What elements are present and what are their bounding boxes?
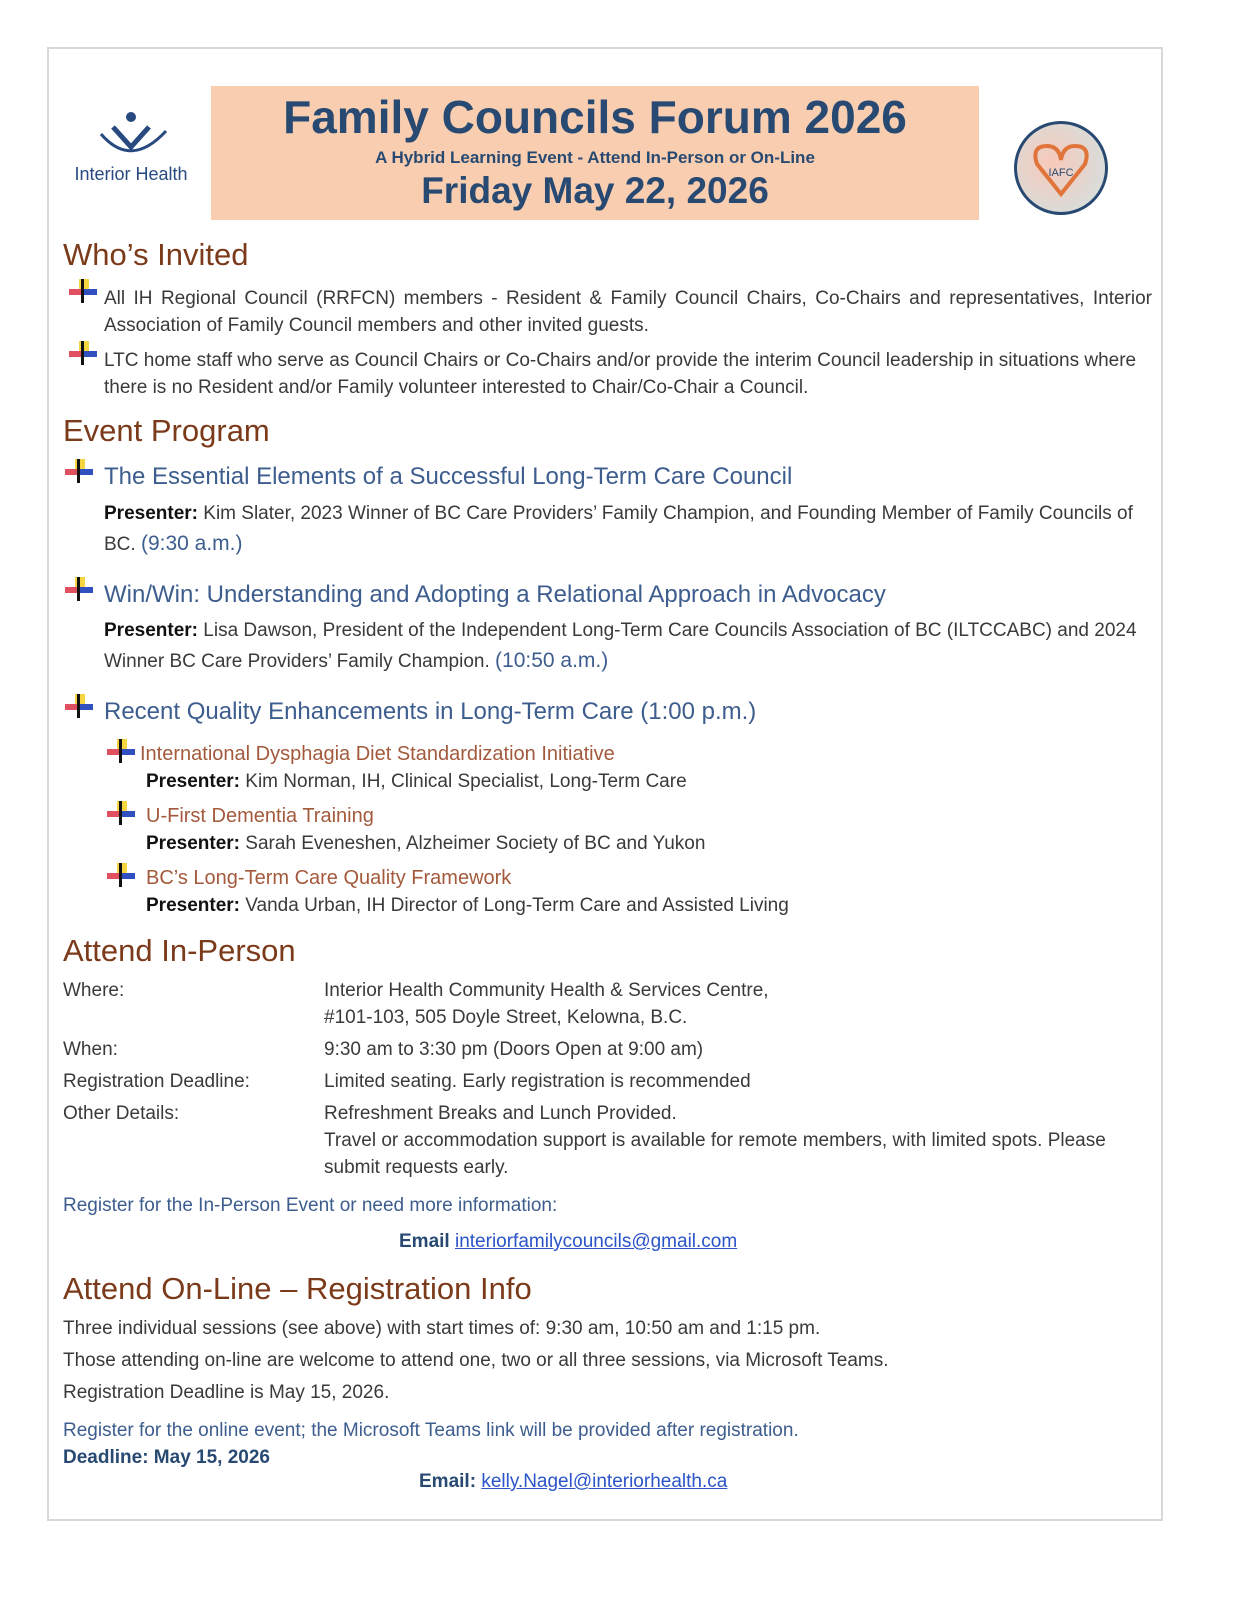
detail-value: Refreshment Breaks and Lunch Provided. Travel or accommodation support is available for remote members, with limited spots. Please submit requests early. bbox=[324, 1103, 1106, 1178]
online-deadline: Deadline: May 15, 2026 bbox=[63, 1447, 270, 1468]
ih-logo-text: Interior Health bbox=[74, 164, 188, 184]
bullet-cross-icon bbox=[107, 863, 135, 889]
online-heading: Attend On-Line – Registration Info bbox=[63, 1271, 532, 1306]
iafc-logo bbox=[1014, 121, 1108, 215]
invited-heading: Who’s Invited bbox=[63, 237, 249, 272]
program-heading: Event Program bbox=[63, 413, 270, 448]
topic-title: Win/Win: Understanding and Adopting a Relational Approach in Advocacy bbox=[104, 581, 886, 608]
subtopic-presenter: Presenter: Kim Norman, IH, Clinical Specialist, Long-Term Care bbox=[146, 771, 687, 792]
online-email-link[interactable]: kelly.Nagel@interiorhealth.ca bbox=[481, 1471, 728, 1492]
bullet-cross-icon bbox=[69, 341, 97, 367]
event-date: Friday May 22, 2026 bbox=[421, 170, 769, 211]
subtopic-title: BC’s Long-Term Care Quality Framework bbox=[146, 867, 512, 889]
svg-text:IAFC: IAFC bbox=[1048, 167, 1074, 179]
subtopic-title: International Dysphagia Diet Standardization Initiative bbox=[140, 743, 615, 765]
detail-label: Where: bbox=[63, 980, 125, 1001]
detail-label: Registration Deadline: bbox=[63, 1071, 250, 1092]
invited-item: All IH Regional Council (RRFCN) members - Resident & Family Council Chairs, Co-Chairs and representatives, Interior Association of Family Council members and other invited guests. bbox=[104, 288, 1152, 336]
online-line: Registration Deadline is May 15, 2026. bbox=[63, 1382, 390, 1403]
title-banner bbox=[211, 86, 979, 220]
topic-title: Recent Quality Enhancements in Long-Term Care (1:00 p.m.) bbox=[104, 698, 757, 725]
subtopic-title: U-First Dementia Training bbox=[146, 805, 374, 827]
heart-icon bbox=[1017, 124, 1105, 212]
online-line: Three individual sessions (see above) with start times of: 9:30 am, 10:50 am and 1:15 pm. bbox=[63, 1318, 821, 1339]
bullet-cross-icon bbox=[107, 801, 135, 827]
bullet-cross-icon bbox=[69, 279, 97, 305]
topic-presenter: Presenter: Lisa Dawson, President of the Independent Long-Term Care Councils Association of BC (ILTCCABC) and 2024 Winner BC Care Providers’ Family Champion. (10:50 a.m.) bbox=[104, 620, 1137, 672]
topic-title: The Essential Elements of a Successful Long-Term Care Council bbox=[104, 463, 793, 490]
online-line: Those attending on-line are welcome to attend one, two or all three sessions, via Microsoft Teams. bbox=[63, 1350, 889, 1371]
ih-logo-icon bbox=[91, 109, 171, 159]
inperson-email-link[interactable]: interiorfamilycouncils@gmail.com bbox=[454, 1231, 738, 1252]
subtopic-presenter: Presenter: Sarah Eveneshen, Alzheimer Society of BC and Yukon bbox=[146, 833, 706, 854]
interior-health-logo bbox=[61, 109, 201, 185]
subtopic-presenter: Presenter: Vanda Urban, IH Director of Long-Term Care and Assisted Living bbox=[146, 895, 789, 916]
topic-presenter: Presenter: Kim Slater, 2023 Winner of BC Care Providers’ Family Champion, and Founding Member of Family Councils of BC. (9:30 a.m.) bbox=[104, 503, 1133, 555]
bullet-cross-icon bbox=[65, 694, 93, 720]
invited-item: LTC home staff who serve as Council Chairs or Co-Chairs and/or provide the interim Council leadership in situations where there is no Resident and/or Family volunteer interested to Chair/Co-Chair a Council. bbox=[104, 350, 1137, 398]
detail-value: Limited seating. Early registration is recommended bbox=[324, 1071, 751, 1092]
online-email-line: Email: kelly.Nagel@interiorhealth.ca bbox=[419, 1471, 728, 1492]
bullet-cross-icon bbox=[65, 577, 93, 603]
detail-label: Other Details: bbox=[63, 1103, 180, 1124]
inperson-email-line: Email interiorfamilycouncils@gmail.com bbox=[399, 1231, 738, 1252]
bullet-cross-icon bbox=[65, 459, 93, 485]
inperson-register-text: Register for the In-Person Event or need more information: bbox=[63, 1195, 558, 1216]
inperson-heading: Attend In-Person bbox=[63, 933, 296, 968]
flyer-page bbox=[47, 47, 1163, 1521]
subtitle: A Hybrid Learning Event - Attend In-Person or On-Line bbox=[375, 148, 815, 167]
detail-label: When: bbox=[63, 1039, 118, 1060]
page-title: Family Councils Forum 2026 bbox=[283, 91, 907, 143]
detail-value: 9:30 am to 3:30 pm (Doors Open at 9:00 am) bbox=[324, 1039, 704, 1060]
online-register-text: Register for the online event; the Microsoft Teams link will be provided after registration. bbox=[63, 1420, 799, 1441]
detail-value: Interior Health Community Health & Services Centre, #101-103, 505 Doyle Street, Kelowna, B.C. bbox=[324, 980, 769, 1028]
bullet-cross-icon bbox=[107, 739, 135, 765]
